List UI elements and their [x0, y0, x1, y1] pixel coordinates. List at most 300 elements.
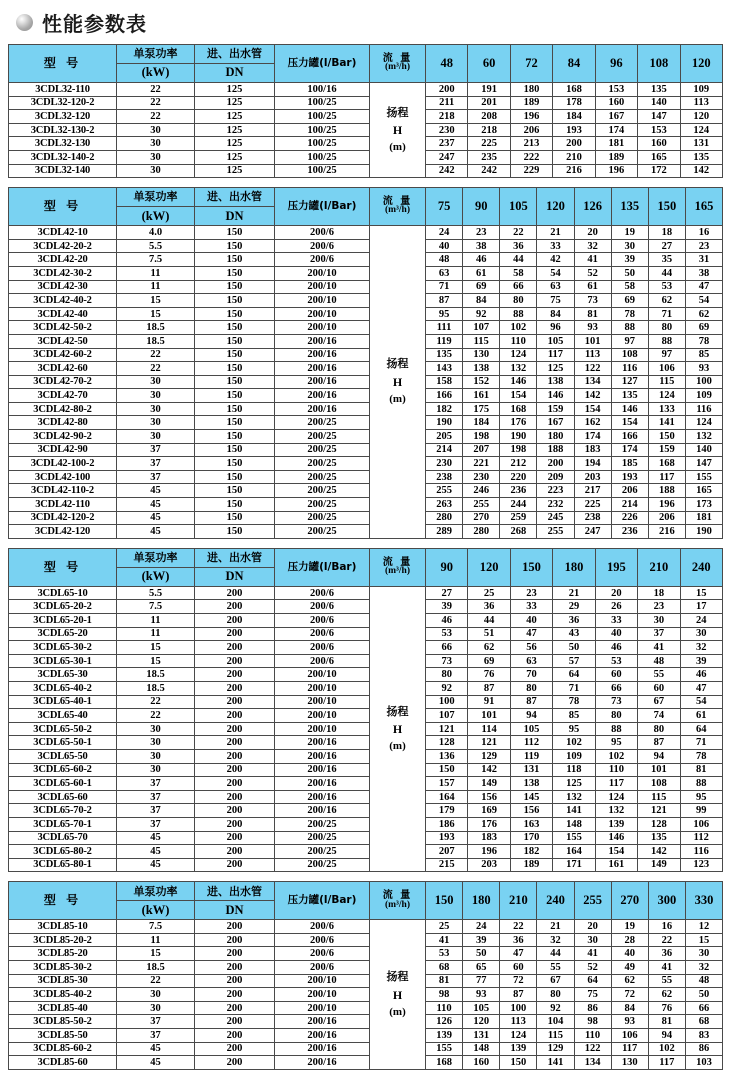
- cell-pressure-tank: 200/25: [275, 457, 370, 471]
- cell-power: 7.5: [117, 920, 195, 934]
- cell-head-value-6: 47: [680, 681, 722, 695]
- cell-head-value-4: 122: [574, 362, 611, 376]
- cell-power: 11: [117, 266, 195, 280]
- cell-head-value-4: 93: [574, 321, 611, 335]
- cell-dn: 200: [195, 763, 275, 777]
- cell-dn: 200: [195, 641, 275, 655]
- cell-head-value-6: 15: [680, 586, 722, 600]
- cell-head-value-5: 135: [638, 83, 680, 97]
- column-header-flow-value-6: 120: [680, 45, 722, 83]
- cell-head-value-2: 88: [500, 307, 537, 321]
- cell-head-value-4: 60: [595, 668, 637, 682]
- table-row: [9, 695, 723, 709]
- cell-pressure-tank: 200/10: [275, 294, 370, 308]
- cell-head-value-7: 68: [685, 1015, 722, 1029]
- cell-power: 30: [117, 1001, 195, 1015]
- cell-head-value-5: 165: [638, 150, 680, 164]
- cell-head-value-4: 110: [595, 763, 637, 777]
- table-row: [9, 443, 723, 457]
- cell-head-value-7: 54: [685, 294, 722, 308]
- cell-model: 3CDL65-40: [9, 709, 117, 723]
- cell-pressure-tank: 200/16: [275, 1056, 370, 1070]
- cell-head-value-4: 30: [574, 933, 611, 947]
- column-header-power: 单泵功率: [117, 548, 195, 567]
- cell-head-value-4: 64: [574, 974, 611, 988]
- cell-head-value-6: 55: [648, 974, 685, 988]
- cell-head-value-1: 152: [463, 375, 500, 389]
- cell-pressure-tank: 200/10: [275, 321, 370, 335]
- column-header-power-unit: (kW): [117, 207, 195, 226]
- cell-head-value-3: 21: [537, 226, 574, 240]
- cell-head-value-3: 84: [537, 307, 574, 321]
- cell-dn: 125: [195, 164, 275, 178]
- table-row: [9, 920, 723, 934]
- cell-head-value-0: 186: [426, 817, 468, 831]
- cell-head-value-7: 155: [685, 470, 722, 484]
- cell-head-value-7: 116: [685, 402, 722, 416]
- cell-head-value-3: 216: [553, 164, 595, 178]
- cell-model: 3CDL65-20-1: [9, 614, 117, 628]
- cell-head-value-0: 166: [426, 389, 463, 403]
- cell-head-value-5: 153: [638, 123, 680, 137]
- column-header-flow-value-0: 48: [426, 45, 468, 83]
- table-row: [9, 586, 723, 600]
- table-row: [9, 974, 723, 988]
- table-row: [9, 525, 723, 539]
- cell-head-value-0: 46: [426, 614, 468, 628]
- cell-pressure-tank: 200/10: [275, 668, 370, 682]
- cell-head-value-7: 147: [685, 457, 722, 471]
- cell-dn: 200: [195, 845, 275, 859]
- cell-head-value-0: 128: [426, 736, 468, 750]
- table-row: [9, 150, 723, 164]
- cell-head-value-4: 26: [595, 600, 637, 614]
- cell-pressure-tank: 200/25: [275, 498, 370, 512]
- cell-pressure-tank: 200/16: [275, 804, 370, 818]
- cell-head-value-6: 133: [648, 402, 685, 416]
- column-header-flow: 流 量 (m³/h): [370, 548, 426, 586]
- cell-model: 3CDL32-110: [9, 83, 117, 97]
- cell-model: 3CDL65-70-1: [9, 817, 117, 831]
- cell-head-value-1: 61: [463, 266, 500, 280]
- cell-dn: 150: [195, 348, 275, 362]
- cell-head-value-2: 66: [500, 280, 537, 294]
- column-header-flow-value-1: 60: [468, 45, 510, 83]
- table-row: [9, 137, 723, 151]
- table-row: [9, 348, 723, 362]
- cell-pressure-tank: 200/6: [275, 920, 370, 934]
- cell-head-value-5: 226: [611, 511, 648, 525]
- cell-head-value-2: 154: [500, 389, 537, 403]
- table-row: [9, 484, 723, 498]
- cell-head-value-7: 12: [685, 920, 722, 934]
- table-row: [9, 988, 723, 1002]
- cell-dn: 150: [195, 375, 275, 389]
- table-row: [9, 1056, 723, 1070]
- cell-head-value-1: 39: [463, 933, 500, 947]
- column-header-flow-value-5: 135: [611, 188, 648, 226]
- cell-head-value-5: 50: [611, 266, 648, 280]
- cell-head-value-7: 78: [685, 334, 722, 348]
- cell-model: 3CDL42-50: [9, 334, 117, 348]
- cell-power: 22: [117, 83, 195, 97]
- cell-dn: 200: [195, 681, 275, 695]
- cell-head-value-3: 75: [537, 294, 574, 308]
- cell-dn: 200: [195, 627, 275, 641]
- cell-head-value-3: 32: [537, 933, 574, 947]
- cell-model: 3CDL65-30-2: [9, 641, 117, 655]
- cell-model: 3CDL85-50: [9, 1029, 117, 1043]
- cell-power: 18.5: [117, 321, 195, 335]
- cell-head-value-1: 235: [468, 150, 510, 164]
- table-row: [9, 933, 723, 947]
- cell-head-value-7: 165: [685, 484, 722, 498]
- cell-head-value-0: 107: [426, 709, 468, 723]
- cell-power: 11: [117, 614, 195, 628]
- cell-head-value-1: 130: [463, 348, 500, 362]
- cell-pressure-tank: 200/25: [275, 831, 370, 845]
- column-header-flow-value-3: 240: [537, 882, 574, 920]
- cell-pressure-tank: 200/16: [275, 777, 370, 791]
- cell-head-value-6: 123: [680, 858, 722, 872]
- cell-pressure-tank: 200/16: [275, 402, 370, 416]
- cell-head-value-1: 138: [463, 362, 500, 376]
- cell-head-value-0: 119: [426, 334, 463, 348]
- column-header-pipe: 进、出水管: [195, 188, 275, 207]
- cell-head-value-0: 40: [426, 239, 463, 253]
- cell-head-value-0: 157: [426, 777, 468, 791]
- cell-head-value-5: 78: [611, 307, 648, 321]
- cell-model: 3CDL42-30: [9, 280, 117, 294]
- cell-head-value-3: 42: [537, 253, 574, 267]
- cell-pressure-tank: 200/6: [275, 641, 370, 655]
- cell-head-value-6: 188: [648, 484, 685, 498]
- cell-head-value-6: 112: [680, 831, 722, 845]
- column-header-model: 型 号: [9, 882, 117, 920]
- cell-head-value-3: 33: [537, 239, 574, 253]
- cell-head-value-3: 118: [553, 763, 595, 777]
- cell-dn: 150: [195, 498, 275, 512]
- cell-head-value-5: 19: [611, 920, 648, 934]
- cell-dn: 200: [195, 749, 275, 763]
- cell-pressure-tank: 200/16: [275, 736, 370, 750]
- column-header-pressure-tank: 压力罐(l/Bar): [275, 188, 370, 226]
- cell-head-value-0: 121: [426, 722, 468, 736]
- table-row: [9, 334, 723, 348]
- cell-head-value-3: 132: [553, 790, 595, 804]
- cell-head-value-2: 163: [510, 817, 552, 831]
- cell-head-value-5: 206: [611, 484, 648, 498]
- cell-head-value-1: 221: [463, 457, 500, 471]
- cell-dn: 200: [195, 614, 275, 628]
- cell-head-value-2: 44: [500, 253, 537, 267]
- cell-head-value-2: 70: [510, 668, 552, 682]
- cell-head-value-7: 124: [685, 416, 722, 430]
- cell-model: 3CDL85-40-2: [9, 988, 117, 1002]
- cell-head-value-1: 23: [463, 226, 500, 240]
- cell-head-value-7: 31: [685, 253, 722, 267]
- cell-head-value-1: 38: [463, 239, 500, 253]
- cell-head-value-2: 176: [500, 416, 537, 430]
- table-row: [9, 790, 723, 804]
- table-row: [9, 123, 723, 137]
- cell-head-value-1: 115: [463, 334, 500, 348]
- cell-power: 22: [117, 974, 195, 988]
- cell-head-value-1: 201: [468, 96, 510, 110]
- column-header-flow: 流 量 (m³/h): [370, 188, 426, 226]
- cell-head-value-7: 93: [685, 362, 722, 376]
- cell-head-value-2: 145: [510, 790, 552, 804]
- cell-head-value-5: 108: [638, 777, 680, 791]
- page-title: [8, 0, 722, 44]
- cell-head-value-2: 47: [510, 627, 552, 641]
- cell-pressure-tank: 200/25: [275, 484, 370, 498]
- cell-dn: 150: [195, 484, 275, 498]
- cell-head-value-3: 129: [537, 1042, 574, 1056]
- column-header-flow-value-2: 72: [510, 45, 552, 83]
- cell-model: 3CDL42-80: [9, 416, 117, 430]
- cell-head-value-7: 48: [685, 974, 722, 988]
- cell-head-value-0: 230: [426, 457, 463, 471]
- cell-head-value-5: 117: [611, 1042, 648, 1056]
- table-header-row: [9, 45, 723, 64]
- cell-head-value-3: 141: [537, 1056, 574, 1070]
- cell-head-value-2: 138: [510, 777, 552, 791]
- cell-power: 30: [117, 123, 195, 137]
- cell-power: 30: [117, 375, 195, 389]
- cell-head-value-2: 60: [500, 961, 537, 975]
- cell-head-value-4: 88: [595, 722, 637, 736]
- table-header-row: [9, 188, 723, 207]
- cell-head-value-3: 92: [537, 1001, 574, 1015]
- cell-head-value-1: 120: [463, 1015, 500, 1029]
- cell-head-value-2: 80: [500, 294, 537, 308]
- cell-head-value-3: 50: [553, 641, 595, 655]
- cell-power: 30: [117, 402, 195, 416]
- spec-table-block: [8, 881, 722, 1070]
- cell-head-value-4: 132: [595, 804, 637, 818]
- cell-head-value-1: 87: [468, 681, 510, 695]
- table-row: [9, 600, 723, 614]
- cell-dn: 200: [195, 654, 275, 668]
- cell-head-value-6: 81: [680, 763, 722, 777]
- cell-dn: 150: [195, 443, 275, 457]
- cell-head-value-3: 104: [537, 1015, 574, 1029]
- cell-head-value-5: 28: [611, 933, 648, 947]
- table-row: [9, 457, 723, 471]
- cell-head-value-0: 25: [426, 920, 463, 934]
- cell-head-value-5: 58: [611, 280, 648, 294]
- cell-head-value-6: 64: [680, 722, 722, 736]
- column-header-pipe-unit: DN: [195, 901, 275, 920]
- table-row: [9, 681, 723, 695]
- cell-head-value-1: 91: [468, 695, 510, 709]
- cell-pressure-tank: 200/6: [275, 961, 370, 975]
- cell-head-value-1: 69: [468, 654, 510, 668]
- cell-head-value-6: 41: [648, 961, 685, 975]
- cell-model: 3CDL65-60-2: [9, 763, 117, 777]
- cell-model: 3CDL85-40: [9, 1001, 117, 1015]
- cell-head-value-3: 63: [537, 280, 574, 294]
- cell-head-value-4: 73: [574, 294, 611, 308]
- cell-dn: 150: [195, 307, 275, 321]
- column-header-flow-value-2: 150: [510, 548, 552, 586]
- cell-dn: 200: [195, 1029, 275, 1043]
- cell-head-value-4: 160: [595, 96, 637, 110]
- cell-head-value-6: 142: [680, 164, 722, 178]
- cell-head-value-6: 16: [648, 920, 685, 934]
- cell-head-value-4: 40: [595, 627, 637, 641]
- column-header-model: 型 号: [9, 188, 117, 226]
- cell-head-value-4: 124: [595, 790, 637, 804]
- cell-dn: 150: [195, 470, 275, 484]
- cell-head-value-0: 168: [426, 1056, 463, 1070]
- cell-head-value-5: 160: [638, 137, 680, 151]
- cell-head-value-3: 44: [537, 947, 574, 961]
- cell-pressure-tank: 200/10: [275, 988, 370, 1002]
- cell-power: 11: [117, 933, 195, 947]
- cell-head-value-7: 16: [685, 226, 722, 240]
- cell-model: 3CDL42-30-2: [9, 266, 117, 280]
- cell-head-value-4: 41: [574, 253, 611, 267]
- cell-head-value-5: 67: [638, 695, 680, 709]
- cell-head-value-1: 131: [463, 1029, 500, 1043]
- cell-power: 18.5: [117, 334, 195, 348]
- cell-pressure-tank: 200/6: [275, 654, 370, 668]
- spec-table-block: [8, 44, 722, 178]
- cell-head-value-0: 80: [426, 668, 468, 682]
- cell-dn: 200: [195, 947, 275, 961]
- cell-head-value-6: 88: [680, 777, 722, 791]
- cell-model: 3CDL65-40-1: [9, 695, 117, 709]
- cell-power: 37: [117, 457, 195, 471]
- cell-head-value-4: 113: [574, 348, 611, 362]
- cell-head-value-5: 106: [611, 1029, 648, 1043]
- table-row: [9, 164, 723, 178]
- cell-head-value-6: 44: [648, 266, 685, 280]
- column-header-flow-value-4: 96: [595, 45, 637, 83]
- table-row: [9, 239, 723, 253]
- cell-model: 3CDL85-20-2: [9, 933, 117, 947]
- cell-head-value-6: 80: [648, 321, 685, 335]
- cell-model: 3CDL42-60: [9, 362, 117, 376]
- cell-head-value-2: 22: [500, 226, 537, 240]
- cell-head-value-3: 21: [537, 920, 574, 934]
- cell-head-value-7: 69: [685, 321, 722, 335]
- cell-dn: 125: [195, 137, 275, 151]
- cell-head-value-1: 161: [463, 389, 500, 403]
- cell-model: 3CDL65-50-2: [9, 722, 117, 736]
- cell-head-value-2: 222: [510, 150, 552, 164]
- cell-head-value-2: 112: [510, 736, 552, 750]
- cell-head-value-2: 102: [500, 321, 537, 335]
- cell-head-value-4: 102: [595, 749, 637, 763]
- cell-head-value-2: 268: [500, 525, 537, 539]
- page-title-text: 性能参数表: [42, 11, 147, 36]
- column-header-flow-value-1: 180: [463, 882, 500, 920]
- cell-model: 3CDL42-120-2: [9, 511, 117, 525]
- table-row: [9, 804, 723, 818]
- cell-head-value-2: 58: [500, 266, 537, 280]
- cell-head-value-0: 230: [426, 123, 468, 137]
- cell-model: 3CDL65-20-2: [9, 600, 117, 614]
- cell-head-value-7: 15: [685, 933, 722, 947]
- cell-dn: 125: [195, 96, 275, 110]
- cell-head-value-1: 62: [468, 641, 510, 655]
- cell-head-value-2: 198: [500, 443, 537, 457]
- cell-dn: 150: [195, 362, 275, 376]
- cell-head-value-3: 54: [537, 266, 574, 280]
- table-row: [9, 749, 723, 763]
- cell-pressure-tank: 200/25: [275, 443, 370, 457]
- cell-head-value-3: 55: [537, 961, 574, 975]
- cell-dn: 200: [195, 933, 275, 947]
- cell-head-value-3: 193: [553, 123, 595, 137]
- cell-head-value-5: 116: [611, 362, 648, 376]
- cell-head-value-0: 190: [426, 416, 463, 430]
- cell-model: 3CDL42-80-2: [9, 402, 117, 416]
- cell-model: 3CDL42-20-2: [9, 239, 117, 253]
- table-row: [9, 321, 723, 335]
- cell-head-value-6: 196: [648, 498, 685, 512]
- cell-model: 3CDL42-90-2: [9, 430, 117, 444]
- cell-head-value-0: 110: [426, 1001, 463, 1015]
- cell-pressure-tank: 200/25: [275, 416, 370, 430]
- cell-model: 3CDL85-60-2: [9, 1042, 117, 1056]
- cell-head-value-1: 92: [463, 307, 500, 321]
- cell-head-value-3: 167: [537, 416, 574, 430]
- cell-head-value-0: 111: [426, 321, 463, 335]
- cell-power: 7.5: [117, 253, 195, 267]
- cell-head-value-3: 95: [553, 722, 595, 736]
- column-header-flow-value-6: 240: [680, 548, 722, 586]
- cell-dn: 200: [195, 831, 275, 845]
- cell-head-value-0: 218: [426, 110, 468, 124]
- column-header-pressure-tank: 压力罐(l/Bar): [275, 882, 370, 920]
- cell-head-value-6: 81: [648, 1015, 685, 1029]
- table-row: [9, 817, 723, 831]
- cell-head-value-1: 101: [468, 709, 510, 723]
- cell-head-value-0: 255: [426, 484, 463, 498]
- cell-head-value-5: 19: [611, 226, 648, 240]
- cell-model: 3CDL65-70-2: [9, 804, 117, 818]
- cell-head-value-6: 113: [680, 96, 722, 110]
- cell-power: 30: [117, 389, 195, 403]
- cell-pressure-tank: 200/16: [275, 1015, 370, 1029]
- cell-head-value-0: 207: [426, 845, 468, 859]
- cell-head-value-5: 108: [611, 348, 648, 362]
- cell-head-value-1: 198: [463, 430, 500, 444]
- cell-head-value-7: 103: [685, 1056, 722, 1070]
- cell-head-value-6: 99: [680, 804, 722, 818]
- cell-power: 30: [117, 150, 195, 164]
- cell-pressure-tank: 200/6: [275, 933, 370, 947]
- cell-head-value-6: 61: [680, 709, 722, 723]
- cell-head-value-5: 166: [611, 430, 648, 444]
- cell-head-value-4: 53: [595, 654, 637, 668]
- cell-head-value-0: 214: [426, 443, 463, 457]
- cell-head-value-2: 56: [510, 641, 552, 655]
- sphere-bullet-icon: [16, 14, 33, 31]
- cell-power: 22: [117, 110, 195, 124]
- cell-head-value-1: 218: [468, 123, 510, 137]
- cell-head-value-2: 100: [500, 1001, 537, 1015]
- cell-pressure-tank: 200/6: [275, 226, 370, 240]
- cell-head-value-3: 148: [553, 817, 595, 831]
- column-header-flow-value-5: 210: [638, 548, 680, 586]
- column-header-pipe: 进、出水管: [195, 882, 275, 901]
- cell-pressure-tank: 200/6: [275, 239, 370, 253]
